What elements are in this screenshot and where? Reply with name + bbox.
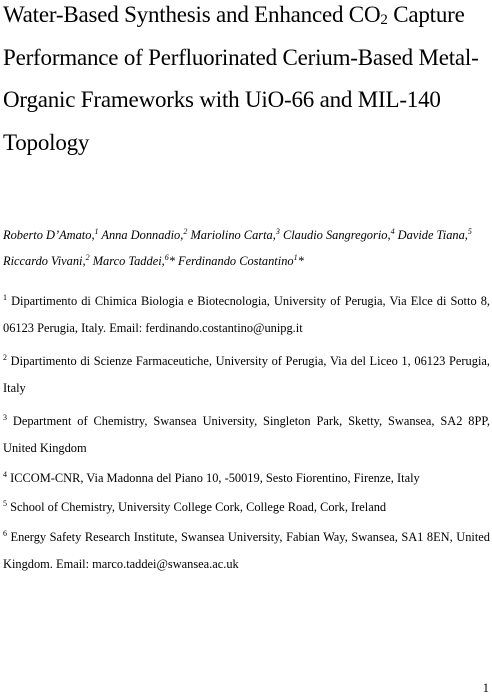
title-line-4: Topology <box>3 129 90 155</box>
affiliation-3: $^3$ Department of Chemistry, Swansea University, Singleton Park, Sketty, Swansea, SA2 8PP, United Kingdom <box>3 413 490 455</box>
author: Roberto D’Amato,$^1$ <box>3 227 99 242</box>
author: Claudio Sangregorio,$^4$ <box>282 227 395 242</box>
author: Marco Taddei,$^6$* <box>92 253 179 268</box>
author: Davide Tiana,$^5$ <box>397 227 472 242</box>
author: Mariolino Carta,$^3$ <box>190 227 280 242</box>
author: Riccardo Vivani,$^2$ <box>3 253 90 268</box>
paper-title <box>3 0 489 164</box>
affiliation-4: $^4$ ICCOM-CNR, Via Madonna del Piano 10, -50019, Sesto Fiorentino, Firenze, Italy <box>3 470 420 485</box>
title-line-1: Water-Based Synthesis and Enhanced $CO_2$ Capture <box>3 2 465 28</box>
author: Ferdinando Costantino$^1$* <box>178 253 304 268</box>
author: Anna Donnadio,$^2$ <box>101 227 188 242</box>
title-line-3: Organic Frameworks with UiO-66 and MIL-140 <box>3 87 441 113</box>
affiliation-6: $^6$ Energy Safety Research Institute, Swansea University, Fabian Way, Swansea, SA1 8EN, United Kingdom. Email: marco.taddei@swansea.ac.uk <box>3 529 490 571</box>
affiliation-1: $^1$ Dipartimento di Chimica Biologia e Biotecnologia, University of Perugia, Via Elce di Sotto 8, 06123 Perugia, Italy. Email: ferdinando.costantino@unipg.it <box>3 293 490 335</box>
author-list <box>3 222 489 274</box>
affiliation-5: $^5$ School of Chemistry, University College Cork, College Road, Cork, Ireland <box>3 499 387 514</box>
affiliation-2: $^2$ Dipartimento di Scienze Farmaceutiche, University of Perugia, Via del Liceo 1, 06123 Perugia, Italy <box>3 353 490 395</box>
page-number: 1 <box>482 681 489 695</box>
title-line-2: Performance of Perfluorinated Cerium-Based Metal- <box>3 44 479 70</box>
